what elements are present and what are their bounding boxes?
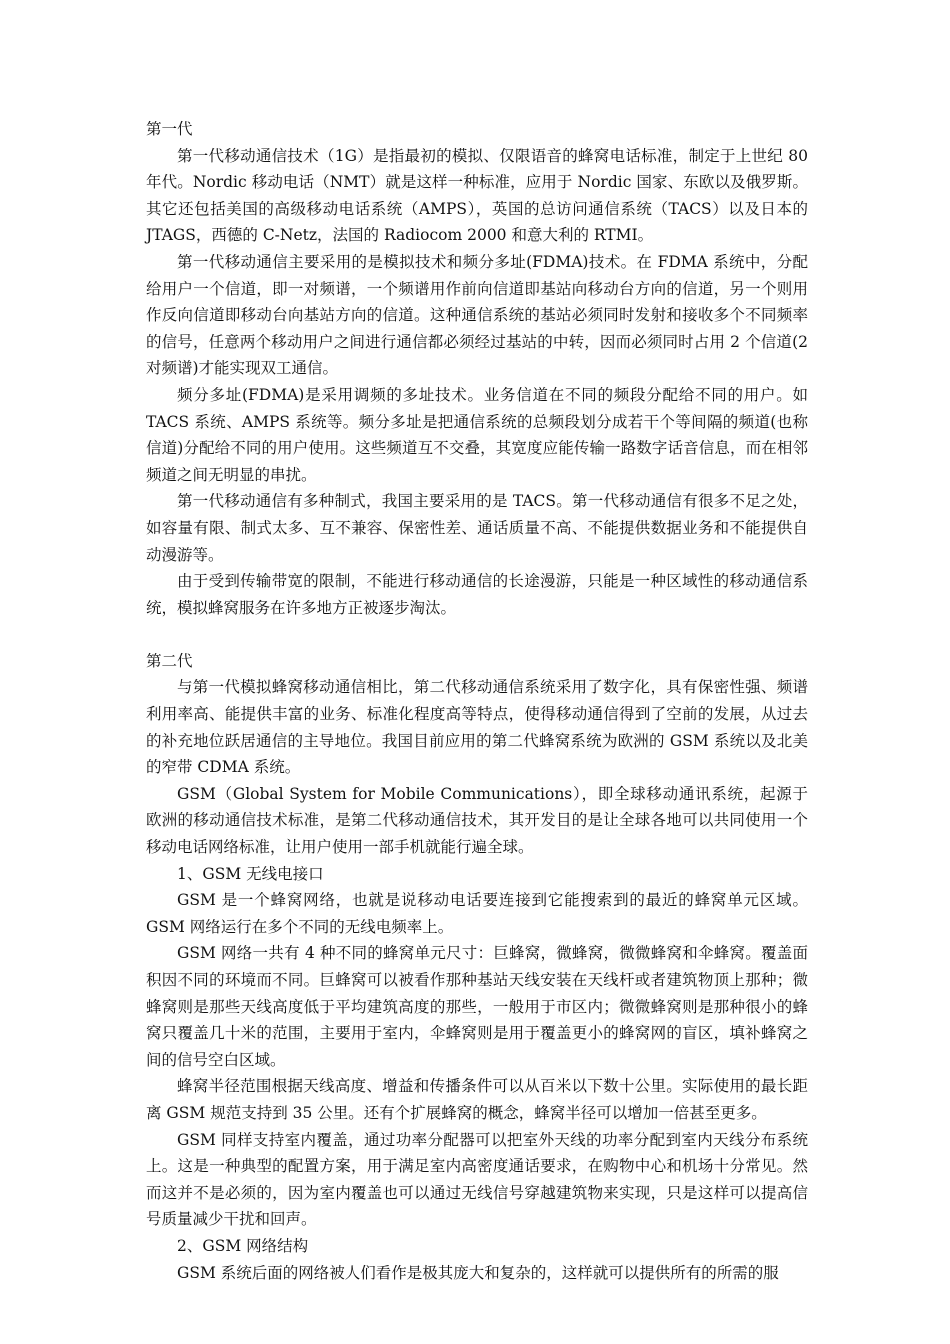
- paragraph-1g-intro: 第一代移动通信技术（1G）是指最初的模拟、仅限语音的蜂窝电话标准，制定于上世纪 80 年代。Nordic 移动电话（NMT）就是这样一种标准，应用于 Nordic 国家、东欧以及俄罗斯。其它还包括美国的高级移动电话系统（AMPS），英国的总访问通信系统（TACS）以及日本的 JTAGS，西德的 C-Netz，法国的 Radiocom 2000 和意大利的 RTMI。: [146, 146, 808, 245]
- paragraph-1g-phaseout: 由于受到传输带宽的限制，不能进行移动通信的长途漫游，只能是一种区域性的移动通信系统，模拟蜂窝服务在许多地方正被逐步淘汰。: [146, 572, 808, 617]
- paragraph-2g-intro: 与第一代模拟蜂窝移动通信相比，第二代移动通信系统采用了数字化，具有保密性强、频谱利用率高、能提供丰富的业务、标准化程度高等特点，使得移动通信得到了空前的发展，从过去的补充地位跃居通信的主导地位。我国目前应用的第二代蜂窝系统为欧洲的 GSM 系统以及北美的窄带 CDMA 系统。: [146, 678, 808, 777]
- paragraph-gsm-cell-sizes: GSM 网络一共有 4 种不同的蜂窝单元尺寸：巨蜂窝，微蜂窝，微微蜂窝和伞蜂窝。覆盖面积因不同的环境而不同。巨蜂窝可以被看作那种基站天线安装在天线杆或者建筑物顶上那种；微蜂窝则是那些天线高度低于平均建筑高度的那些，一般用于市区内；微微蜂窝则是那种很小的蜂窝只覆盖几十米的范围，主要用于室内，伞蜂窝则是用于覆盖更小的蜂窝网的盲区，填补蜂窝之间的信号空白区域。: [146, 944, 808, 1069]
- paragraph-1g-fdma-desc: 频分多址(FDMA)是采用调频的多址技术。业务信道在不同的频段分配给不同的用户。如 TACS 系统、AMPS 系统等。频分多址是把通信系统的总频段划分成若干个等间隔的频道(也称信道)分配给不同的用户使用。这些频道互不交叠，其宽度应能传输一路数字话音信息，而在相邻频道之间无明显的串扰。: [146, 385, 808, 484]
- paragraph-1g-drawbacks: 第一代移动通信有多种制式，我国主要采用的是 TACS。第一代移动通信有很多不足之处，如容量有限、制式太多、互不兼容、保密性差、通话质量不高、不能提供数据业务和不能提供自动漫游等。: [146, 492, 808, 564]
- paragraph-gsm-network: GSM 系统后面的网络被人们看作是极其庞大和复杂的，这样就可以提供所有的所需的服: [177, 1263, 779, 1282]
- paragraph-gsm-definition: GSM（Global System for Mobile Communications），即全球移动通讯系统，起源于欧洲的移动通信技术标准，是第二代移动通信技术，其开发目的是让全球各地可以共同使用一个移动电话网络标准，让用户使用一部手机就能行遍全球。: [146, 784, 808, 857]
- section-heading-2g: 第二代: [146, 651, 193, 670]
- section-spacer: [146, 621, 808, 648]
- paragraph-gsm-cellular: GSM 是一个蜂窝网络，也就是说移动电话要连接到它能搜索到的最近的蜂窝单元区域。GSM 网络运行在多个不同的无线电频率上。: [146, 891, 808, 936]
- section-heading-1g: 第一代: [146, 120, 193, 138]
- paragraph-gsm-indoor: GSM 同样支持室内覆盖，通过功率分配器可以把室外天线的功率分配到室内天线分布系统上。这是一种典型的配置方案，用于满足室内高密度通话要求，在购物中心和机场十分常见。然而这并不是必须的，因为室内覆盖也可以通过无线信号穿越建筑物来实现，只是这样可以提高信号质量减少干扰和回声。: [146, 1130, 808, 1229]
- document-page: [146, 116, 808, 1286]
- subheading-gsm-radio-interface: 1、GSM 无线电接口: [177, 864, 324, 883]
- subheading-gsm-network-structure: 2、GSM 网络结构: [177, 1236, 309, 1255]
- paragraph-1g-fdma-tech: 第一代移动通信主要采用的是模拟技术和频分多址(FDMA)技术。在 FDMA 系统中，分配给用户一个信道，即一对频谱，一个频谱用作前向信道即基站向移动台方向的信道，另一个则用作反向信道即移动台向基站方向的信道。这种通信系统的基站必须同时发射和接收多个不同频率的信号，任意两个移动用户之间进行通信都必须经过基站的中转，因而必须同时占用 2 个信道(2 对频谱)才能实现双工通信。: [146, 252, 808, 378]
- paragraph-gsm-cell-radius: 蜂窝半径范围根据天线高度、增益和传播条件可以从百米以下数十公里。实际使用的最长距离 GSM 规范支持到 35 公里。还有个扩展蜂窝的概念，蜂窝半径可以增加一倍甚至更多。: [146, 1077, 808, 1122]
